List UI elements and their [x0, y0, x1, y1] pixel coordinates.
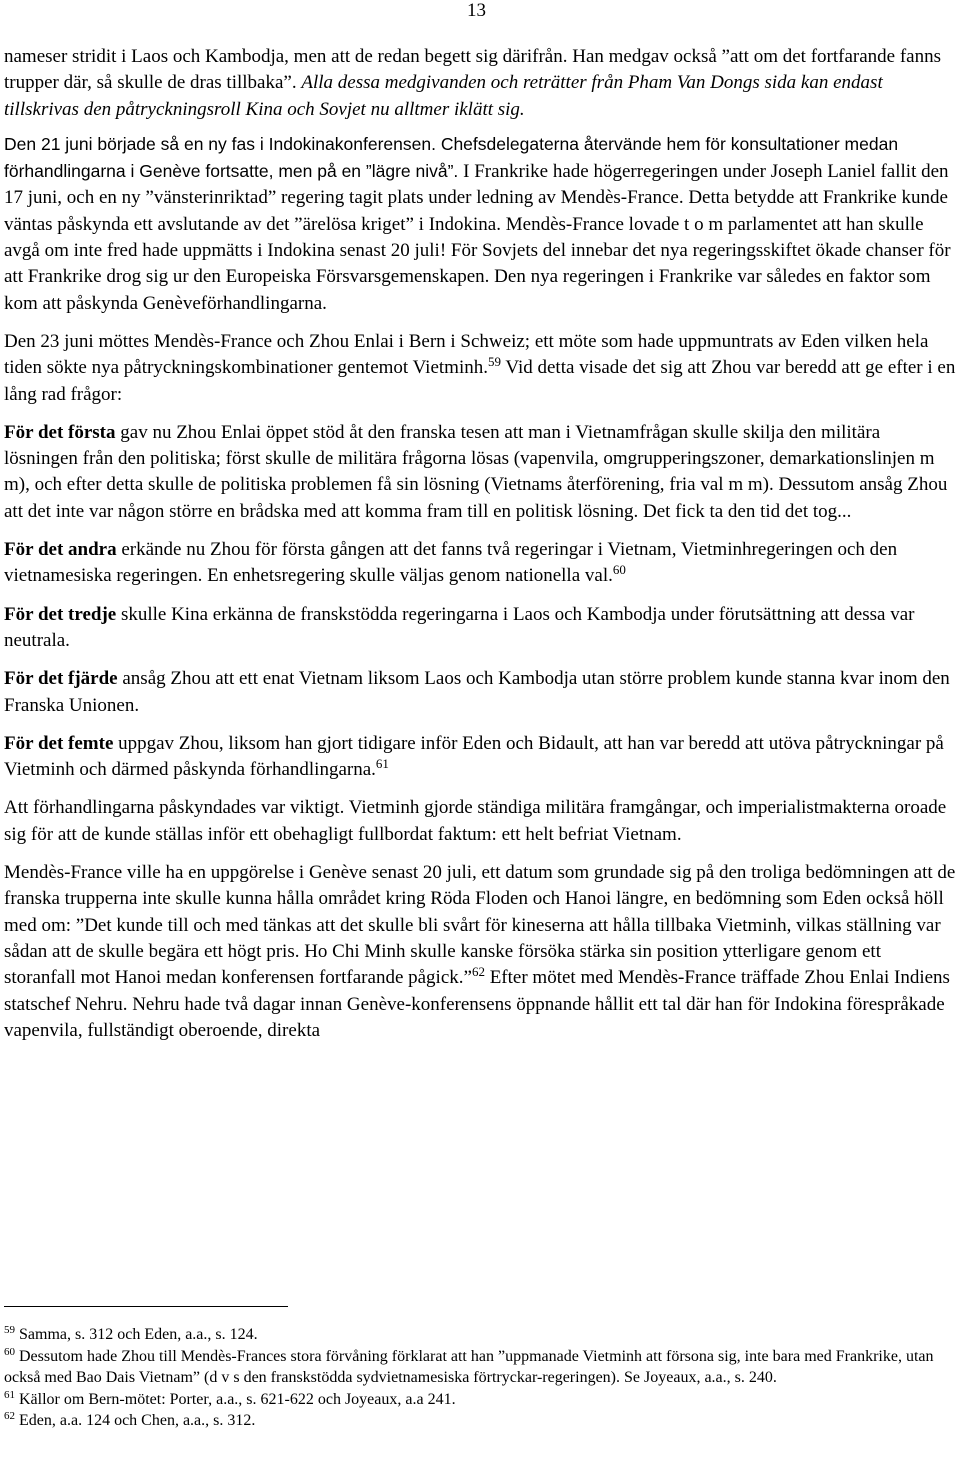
footnote-ref-62[interactable]: 62: [471, 964, 485, 980]
paragraph-8: [4, 731, 956, 784]
paragraph-8-text: uppgav Zhou, liksom han gjort tidigare inför Eden och Bidault, att han var beredd att utöva påtryckningar på Vietminh och därmed påskynda förhandlingarna.: [4, 732, 944, 781]
footnote-text: Eden, a.a. 124 och Chen, a.a., s. 312.: [15, 1412, 256, 1429]
footnote-text: Källor om Bern-mötet: Porter, a.a., s. 621-622 och Joyeaux, a.a 241.: [15, 1390, 456, 1408]
paragraph-7-text: ansåg Zhou att ett enat Vietnam liksom Laos och Kambodja utan större problem kunde stanna kvar inom den Franska Unionen.: [4, 668, 950, 716]
paragraph-4-lead: För det första: [4, 421, 116, 443]
footnote-divider: [4, 1306, 288, 1307]
paragraph-2-sans: Den 21 juni började så en ny fas i Indokinakonferensen. Chefsdelegaterna återvände hem för konsultationer medan förhandlingarna i Genève fortsatte, men på en ”lägre nivå”.: [4, 133, 899, 182]
footnote-59: [4, 1324, 956, 1346]
paragraph-3: [4, 329, 956, 408]
footnotes: [4, 1324, 956, 1432]
footnote-text: Dessutom hade Zhou till Mendès-Frances stora förvåning förklarat att han ”uppmanade Vietminh att försona sig, inte bara med Frankrike, utan också med Bao Dais Vietnam” (d v s den franskstödda sydvietnamesiska förtryckar-regeringen). Se Joyeaux, a.a., s. 240.: [4, 1347, 934, 1386]
paragraph-5-text: erkände nu Zhou för första gången att det fanns två regeringar i Vietnam, Vietminhregeringen och den vietnamesiska regeringen. En enhetsregering skulle väljas genom nationella val.: [4, 539, 898, 587]
paragraph-4-text: gav nu Zhou Enlai öppet stöd åt den franska tesen att man i Vietnamfrågan skulle skilja den militära lösningen från den politiska; först skulle de militära frågorna lösas (vapenvila, omgrupperingszoner, demarkationslinjen m m), och efter detta skulle de politiska problemen få sin lösning (Vietnams återförening, fria val m m). Dessutom ansåg Zhou att det inte var någon större en brådska med att komma fram till en politisk lösning. Det fick ta den tid det tog...: [4, 421, 948, 522]
paragraph-6: [4, 602, 956, 655]
paragraph-1-italic: Alla dessa medgivanden och reträtter från Pham Van Dongs sida kan endast tillskrivas den påtryckningsroll Kina och Sovjet nu alltmer iklätt sig.: [4, 72, 883, 120]
body-text: [4, 44, 956, 1044]
footnote-62: [4, 1410, 956, 1432]
footnote-number: 62: [4, 1410, 15, 1422]
footnote-text: Samma, s. 312 och Eden, a.a., s. 124.: [15, 1326, 258, 1343]
paragraph-4: [4, 420, 956, 525]
paragraph-6-lead: För det tredje: [4, 603, 117, 625]
footnote-60: [4, 1346, 956, 1389]
paragraph-5-lead: För det andra: [4, 539, 117, 561]
paragraph-9-text: Att förhandlingarna påskyndades var viktigt. Vietminh gjorde ständiga militära framgångar, och imperialistmakterna oroade sig för att de kunde ställas inför ett obehagligt fullbordat faktum: ett helt befriat Vietnam.: [4, 797, 947, 845]
paragraph-6-text: skulle Kina erkänna de franskstödda regeringarna i Laos och Kambodja under förutsättning att dessa var neutrala.: [4, 603, 915, 651]
paragraph-5: [4, 537, 956, 590]
paragraph-1-text: nameser stridit i Laos och Kambodja, men att de redan begett sig därifrån. Han medgav också ”att om det fortfarande fanns trupper där, så skulle de dras tillbaka”.: [4, 46, 941, 94]
paragraph-2-text: I Frankrike hade högerregeringen under Joseph Laniel fallit den 17 juni, och en ny ”vänsterinriktad” regering tagit plats under ledning av Mendès-France. Detta betydde att Frankrike kunde väntas påskynda ett avslutande av det ”ärelösa kriget” i Indokina. Mendès-France lovade t o m parlamentet att han skulle avgå om inte fred hade uppmätts i Indokina senast 20 juli! För Sovjets del innebar det nya regeringsskiftet ökade chanser för att Frankrike drog sig ur den Europeiska Försvarsgemenskapen. Den nya regeringen i Frankrike var således en faktor som kom att påskynda Genèveförhandlingarna.: [4, 161, 951, 314]
paragraph-9: [4, 795, 956, 848]
paragraph-7-lead: För det fjärde: [4, 668, 118, 690]
footnote-number: 61: [4, 1388, 15, 1401]
footnote-ref-61[interactable]: 61: [375, 756, 389, 772]
paragraph-3-text-cont: Vid detta visade det sig att Zhou var beredd att ge efter i en lång rad frågor:: [4, 357, 956, 405]
paragraph-7: [4, 666, 956, 719]
footnote-61: [4, 1389, 956, 1411]
page-number: 13: [467, 0, 486, 21]
footnote-number: 59: [4, 1324, 15, 1336]
footnote-number: 60: [4, 1345, 15, 1358]
paragraph-3-text: Den 23 juni möttes Mendès-France och Zhou Enlai i Bern i Schweiz; ett möte som hade uppmuntrats av Eden vilken hela tiden sökte nya påtryckningskombinationer gentemot Vietminh.: [4, 330, 929, 379]
paragraph-10-text: Mendès-France ville ha en uppgörelse i Genève senast 20 juli, ett datum som grundade sig på den troliga bedömningen att de franska trupperna inte skulle kunna hålla området kring Röda Floden och Hanoi längre, en bedömning som Eden också höll med om: ”Det kunde till och med tänkas att det skulle bli svårt för kineserna att hålla tillbaka Vietminh, vilkas ställning var sådan att de skulle begära ett högt pris. Ho Chi Minh skulle kanske försöka stärka sin position ytterligare genom ett storanfall mot Hanoi medan konferensen fortfarande pågick.”: [4, 862, 956, 989]
paragraph-10-text-cont: Efter mötet med Mendès-France träffade Zhou Enlai Indiens statschef Nehru. Nehru hade två dagar innan Genève-konferensens öppnande hållit ett tal där han för Indokina förespråkade vapenvila, fullständigt oberoende, direkta: [4, 967, 950, 1041]
footnote-ref-59[interactable]: 59: [487, 354, 501, 370]
paragraph-1: [4, 44, 956, 123]
paragraph-2: [4, 131, 956, 317]
paragraph-8-lead: För det femte: [4, 732, 114, 754]
paragraph-10: [4, 860, 956, 1044]
footnote-ref-60[interactable]: 60: [612, 562, 626, 578]
